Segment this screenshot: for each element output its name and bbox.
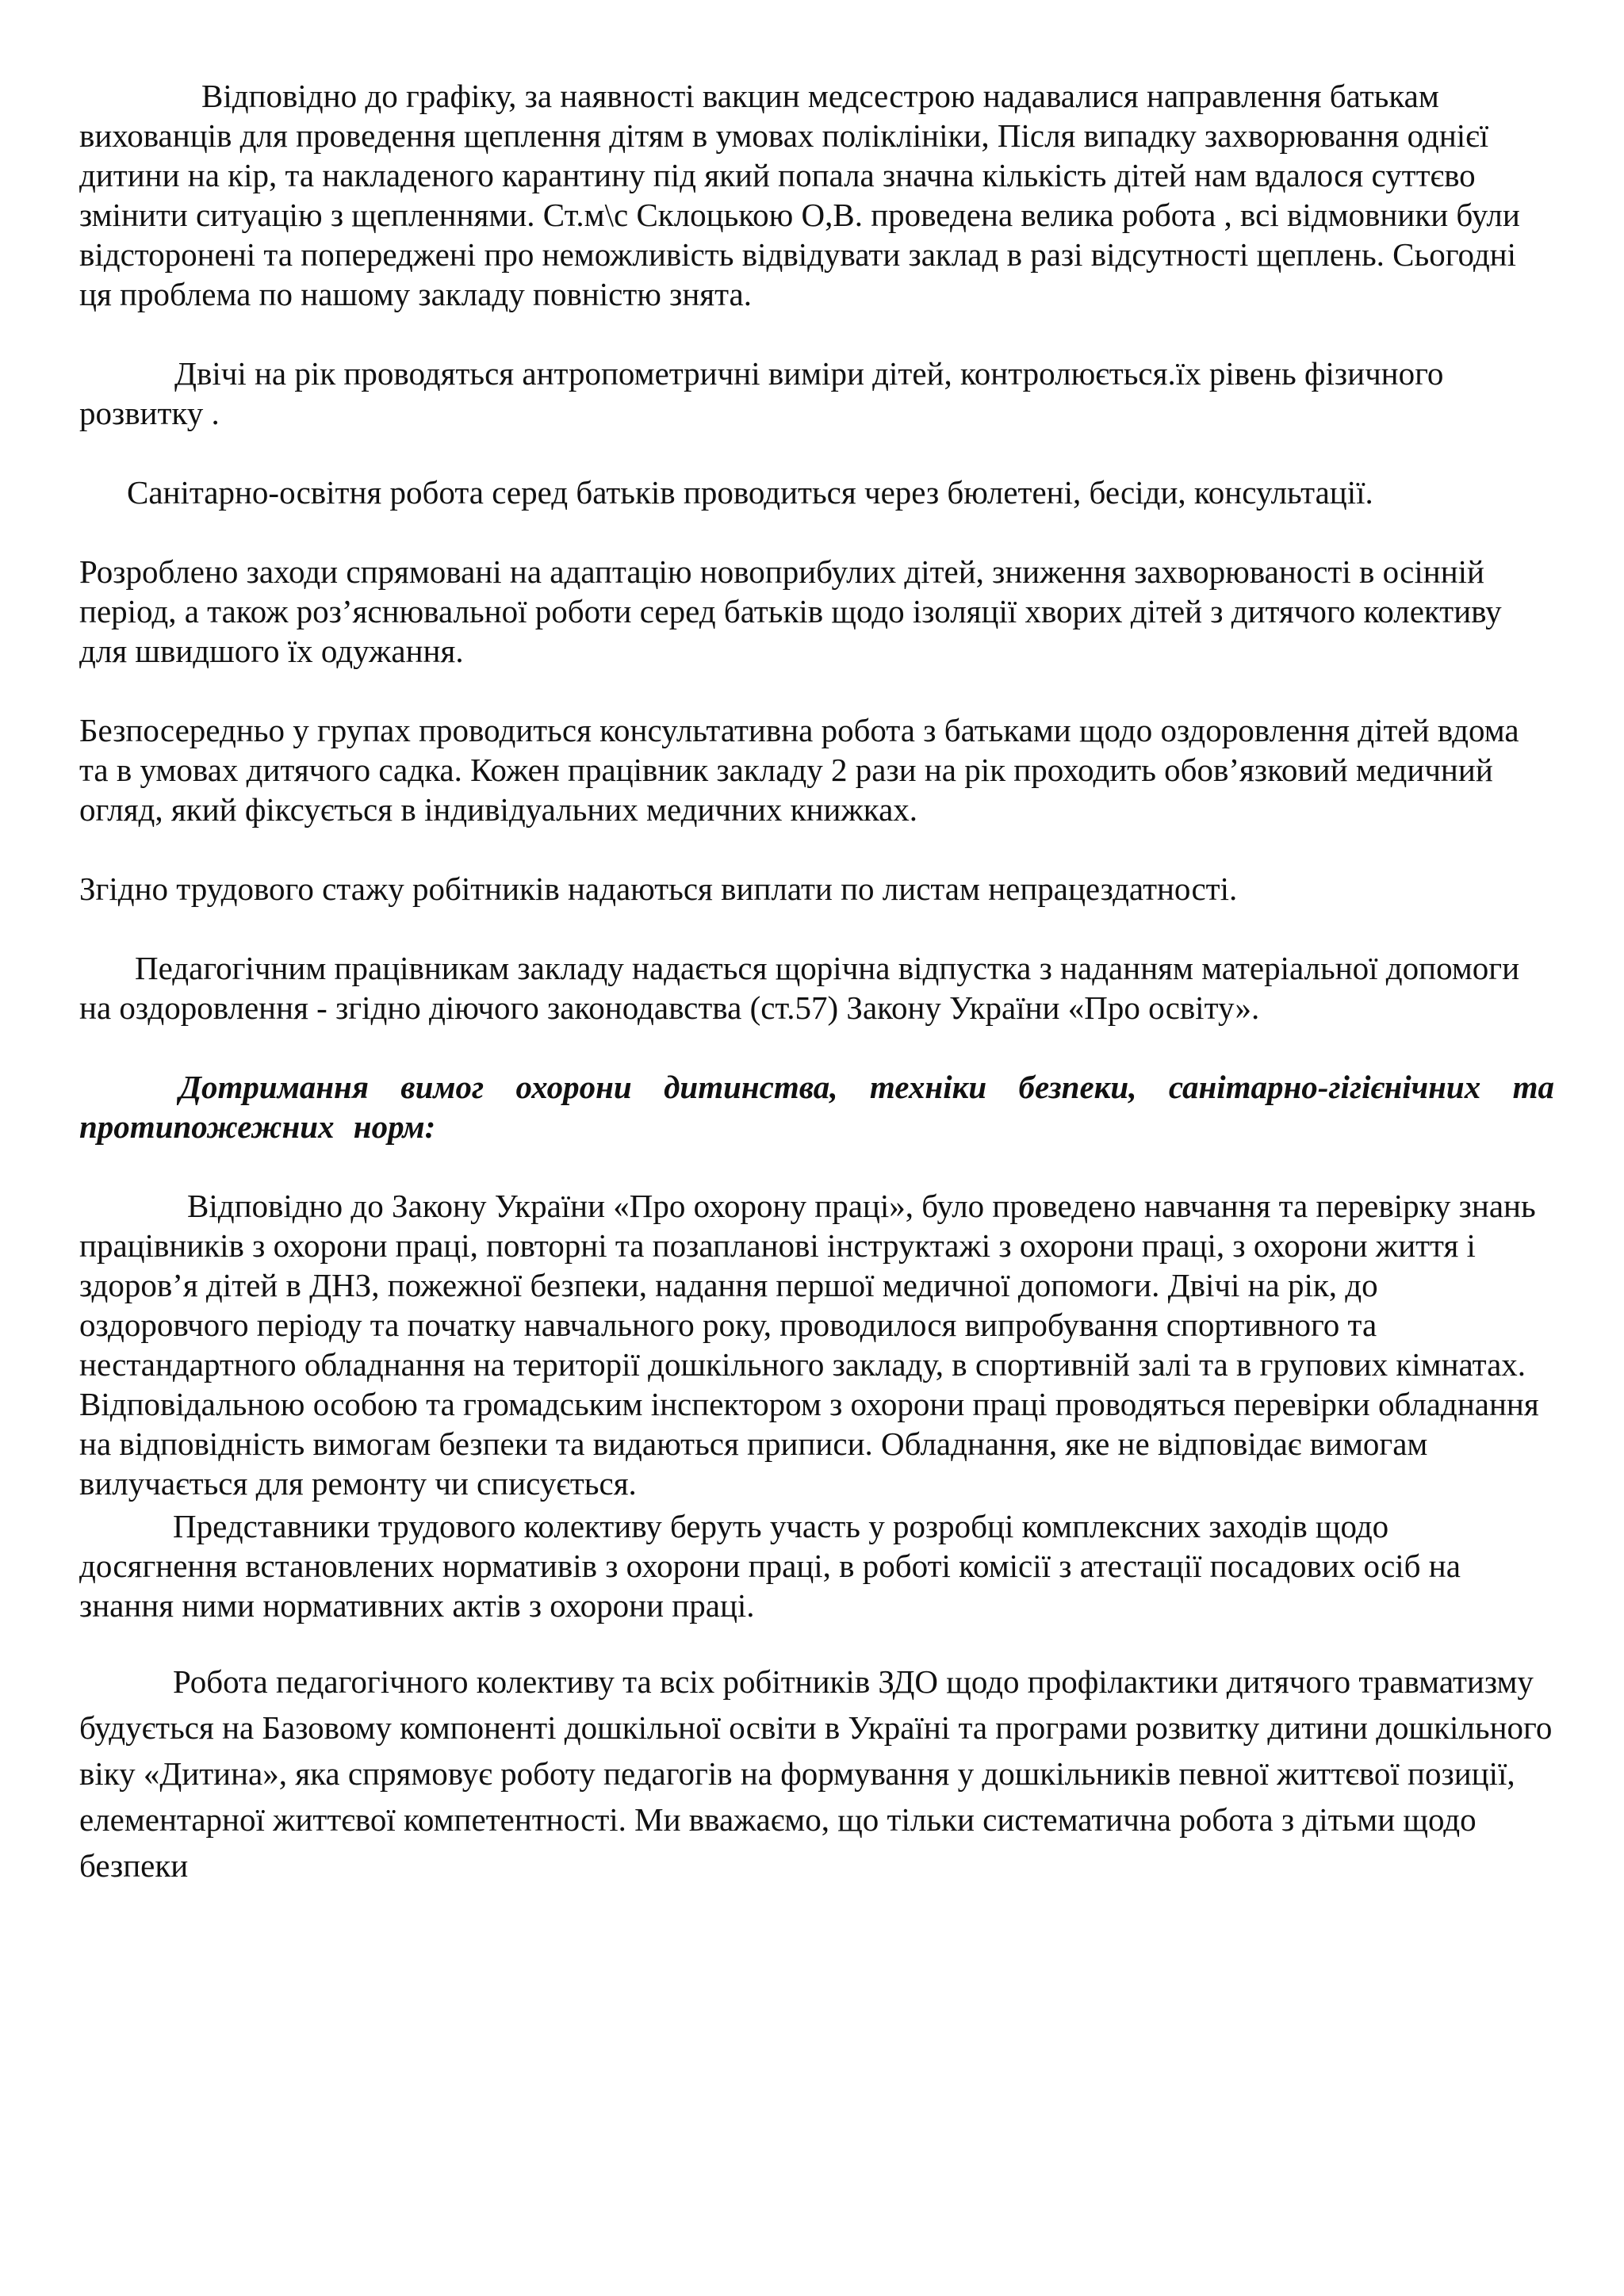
paragraph-consultations: Безпосередньо у групах проводиться консультативна робота з батьками щодо оздоровлення дітей вдома та в умовах дитячого садка. Кожен працівник закладу 2 рази на рік проходить обов’язковий медичний огляд, який фіксується в індивідуальних медичних книжках. <box>79 712 1519 828</box>
paragraph-sanitary-education: Санітарно-освітня робота серед батьків проводиться через бюлетені, бесіди, консультації. <box>127 474 1373 511</box>
paragraph-vaccination: Відповідно до графіку, за наявності вакцин медсестрою надавалися направлення батькам вихованців для проведення щеплення дітям в умовах поліклініки, Після випадку захворювання однієї дитини на кір, та накладеного карантину під який попала значна кількість дітей нам вдалося суттєво змінити ситуацію з щепленнями. Ст.м\с Склоцькою О,В. проведена велика робота , всі відмовники були відсторонені та попереджені про неможливість відвідувати заклад в разі відсутності щеплень. Сьогодні ця проблема по нашому закладу повністю знята. <box>79 78 1520 312</box>
paragraph-staff-participation: Представники трудового колективу беруть участь у розробці комплексних заходів щодо досягнення встановлених нормативів з охорони праці, в роботі комісії з атестації посадових осіб на знання ними нормативних актів з охорони праці. <box>79 1508 1461 1624</box>
document-page <box>79 76 1554 1888</box>
paragraph-injury-prevention: Робота педагогічного колективу та всіх робітників ЗДО щодо профілактики дитячого травматизму будується на Базовому компоненті дошкільної освіти в Україні та програми розвитку дитини дошкільного віку «Дитина», яка спрямовує роботу педагогів на формування у дошкільників певної життєвої позиції, елементарної життєвої компетентності. Ми вважаємо, що тільки систематична робота з дітьми щодо безпеки <box>79 1663 1553 1884</box>
paragraph-vacation: Педагогічним працівникам закладу надається щорічна відпустка з наданням матеріальної допомоги на оздоровлення - згідно діючого законодавства (ст.57) Закону України «Про освіту». <box>79 950 1520 1026</box>
paragraph-anthropometry: Двічі на рік проводяться антропометричні виміри дітей, контролюється.їх рівень фізичного розвитку . <box>79 355 1444 431</box>
paragraph-labor-safety: Відповідно до Закону України «Про охорону праці», було проведено навчання та перевірку знань працівників з охорони праці, повторні та позапланові інструктажі з охорони праці, з охорони життя і здоров’я дітей в ДНЗ, пожежної безпеки, надання першої медичної допомоги. Двічі на рік, до оздоровчого періоду та початку навчального року, проводилося випробування спортивного та нестандартного обладнання на території дошкільного закладу, в спортивній залі та в групових кімнатах. Відповідальною особою та громадським інспектором з охорони праці проводяться перевірки обладнання на відповідність вимогам безпеки та видаються приписи. Обладнання, яке не відповідає вимогам вилучається для ремонту чи списується. <box>79 1188 1539 1502</box>
section-heading: Дотримання вимог охорони дитинства, техніки безпеки, санітарно-гігієнічних та протипожежних норм: <box>79 1069 1554 1145</box>
paragraph-payments: Згідно трудового стажу робітників надаються виплати по листам непрацездатності. <box>79 871 1238 907</box>
paragraph-adaptation-measures: Розроблено заходи спрямовані на адаптацію новоприбулих дітей, зниження захворюваності в осінній період, а також роз’яснювальної роботи серед батьків щодо ізоляції хворих дітей з дитячого колективу для швидшого їх одужання. <box>79 553 1502 669</box>
